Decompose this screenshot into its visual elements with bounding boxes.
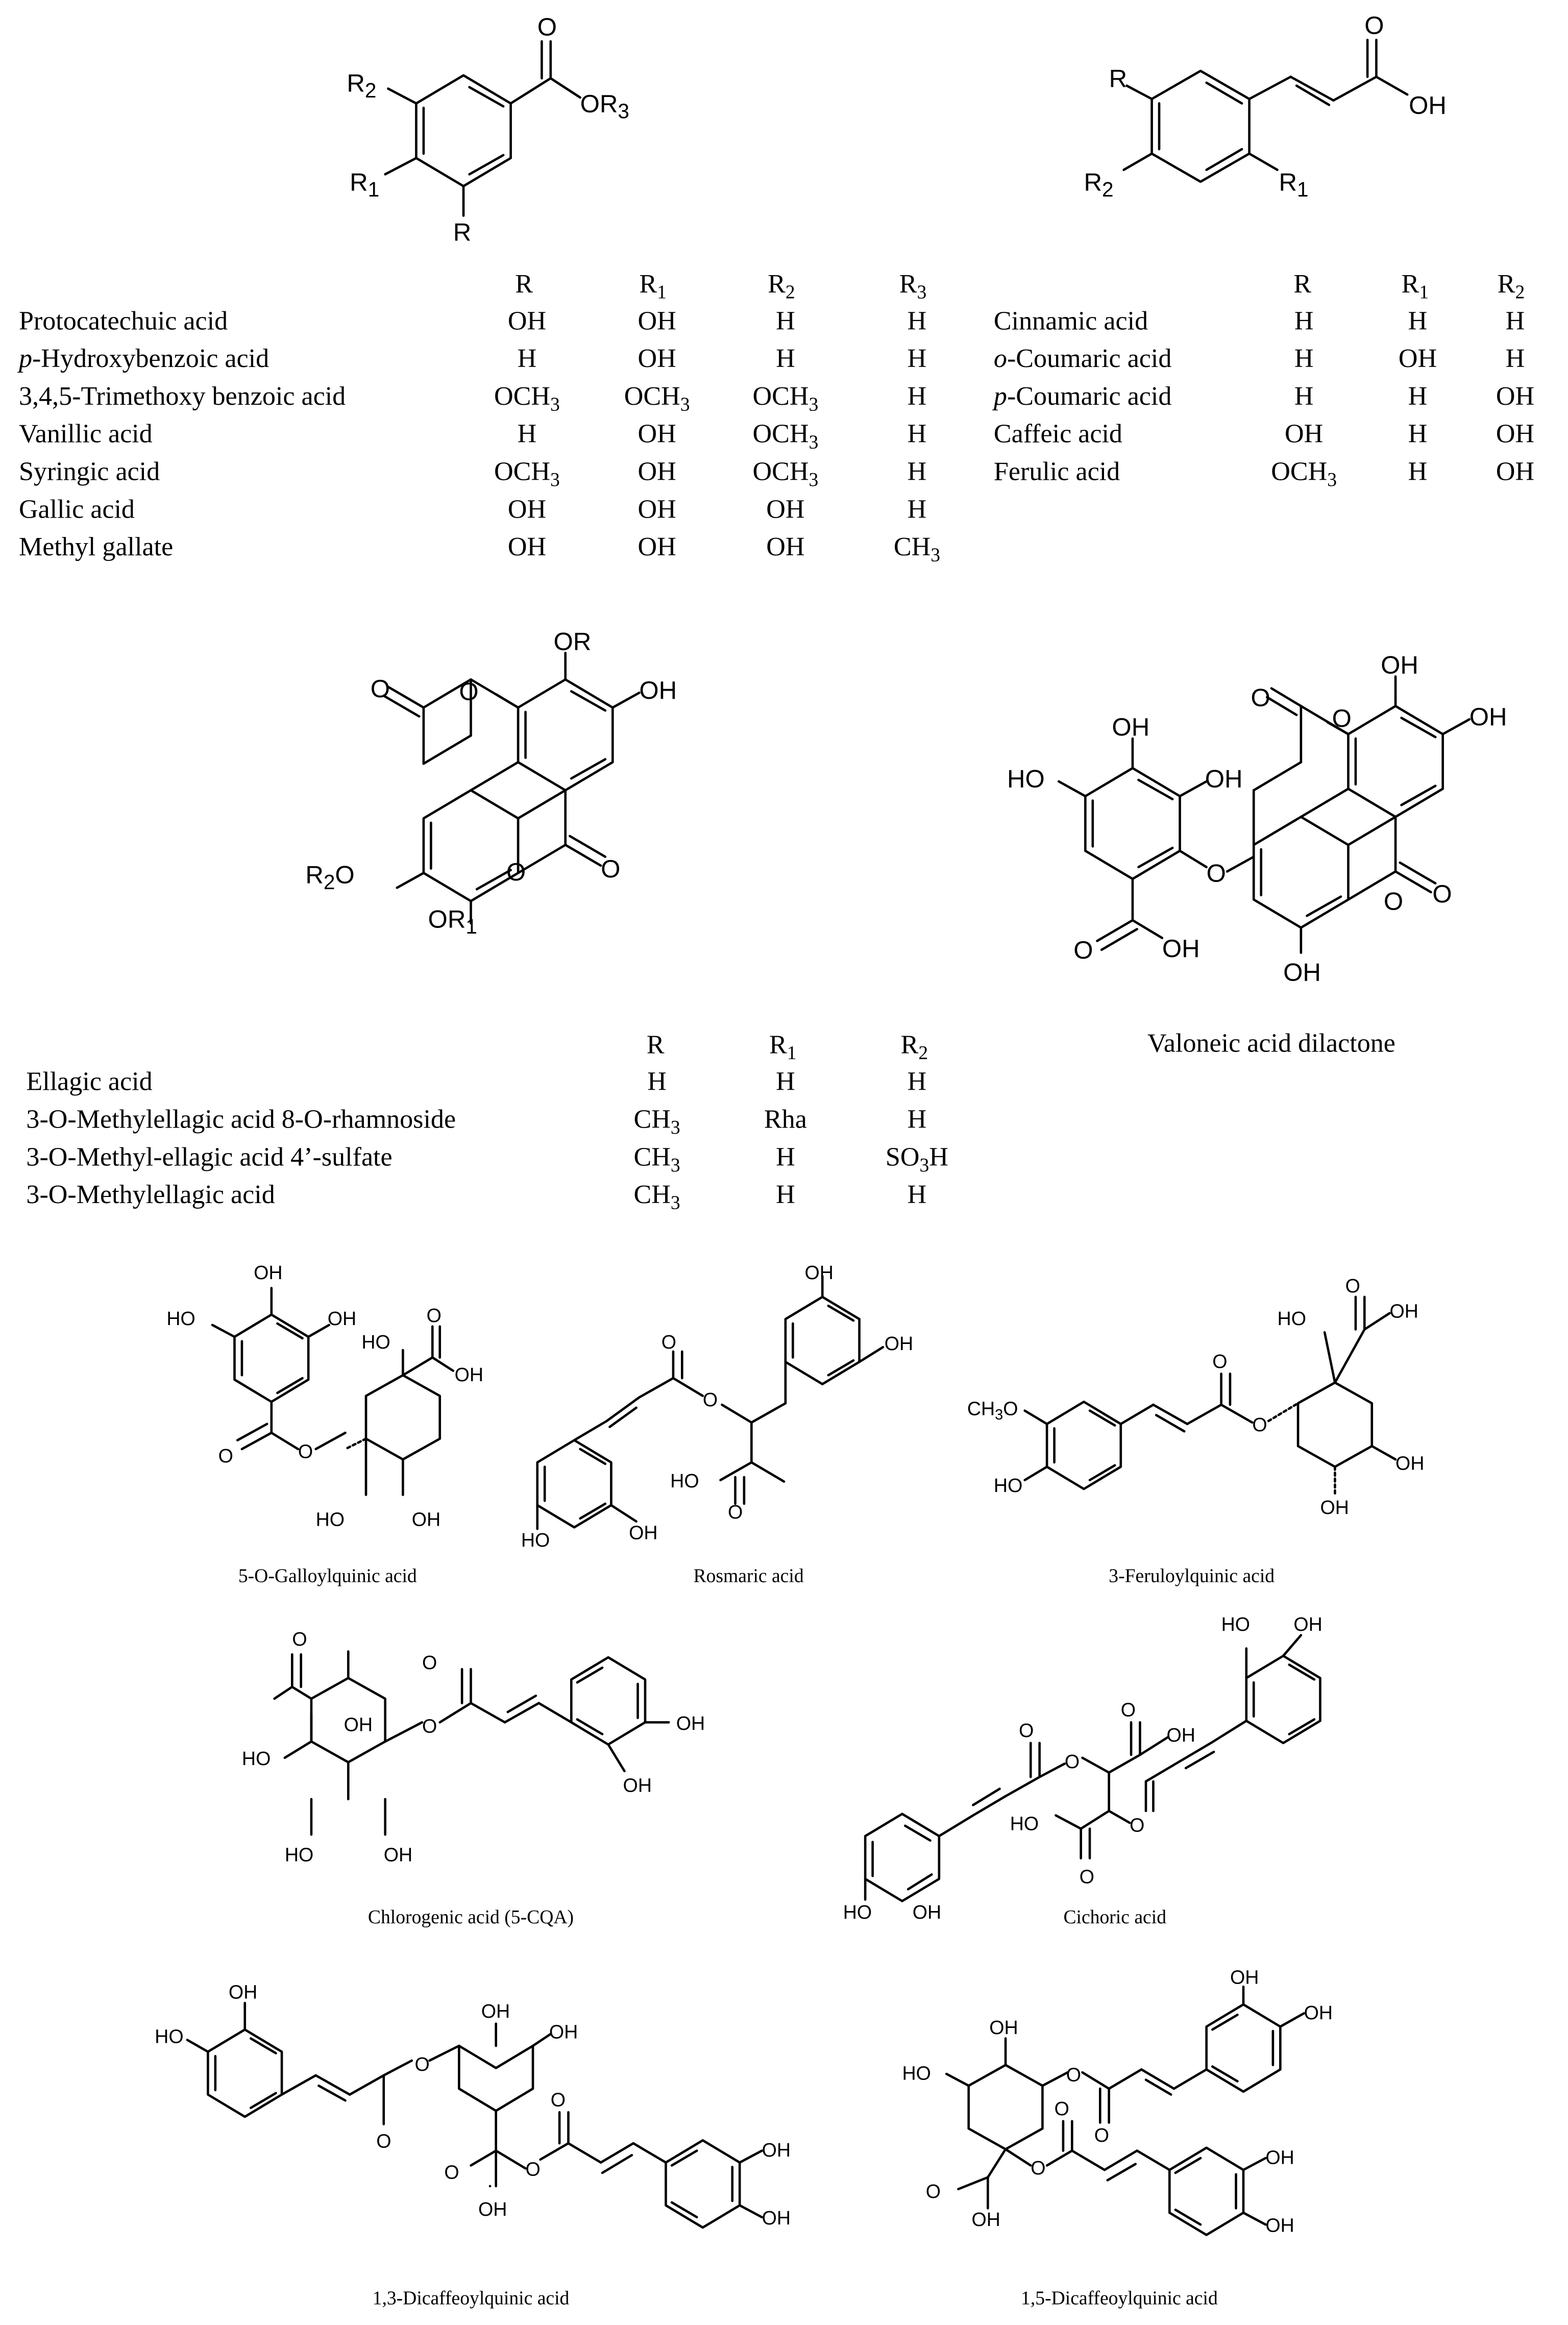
feruloylquinic-caption: 3-Feruloylquinic acid <box>1109 1565 1275 1587</box>
oh-right: OH <box>884 1333 914 1355</box>
cell-r1: Rha <box>764 1105 807 1134</box>
cell-r2: H <box>907 1180 927 1210</box>
carbonyl-o: O <box>422 1652 437 1674</box>
cinnamic-acid-structure <box>1084 12 1446 201</box>
cell-r1: H <box>776 1142 795 1172</box>
ho-quinic: HO <box>361 1331 390 1353</box>
oh-bottom-right: OH <box>383 1844 413 1866</box>
cell-r2: OH <box>766 495 805 524</box>
header-r1: $R_1$ <box>1401 269 1429 303</box>
chlorogenic-caption: Chlorogenic acid (5-CQA) <box>368 1906 574 1928</box>
carbonyl-o-label: O <box>1364 11 1384 40</box>
ring-lower-left <box>424 790 518 901</box>
valoneic-caption: Valoneic acid dilactone <box>1147 1029 1395 1058</box>
cell-r2: $SO_3H$ <box>885 1142 948 1176</box>
cell-r1: H <box>776 1067 795 1096</box>
cell-r1: H <box>776 1180 795 1210</box>
ring-gallic <box>1085 768 1180 879</box>
ho-carboxyl: HO <box>241 1748 271 1770</box>
cell-r1: OH <box>638 344 676 374</box>
cell-r: OH <box>507 495 547 524</box>
cell-r: H <box>1294 381 1314 411</box>
row-name: Gallic acid <box>18 495 135 524</box>
feruloylquinic-structure <box>967 1275 1425 1518</box>
oh-gallic-right: OH <box>1205 765 1243 793</box>
cichoric-caption: Cichoric acid <box>1063 1906 1167 1928</box>
ring <box>1047 1402 1121 1489</box>
ring-right <box>1246 1656 1320 1743</box>
carboxyl-o-top: O <box>1120 1699 1136 1721</box>
header-r: R <box>646 1030 665 1060</box>
ellagic-acid-table <box>26 1030 948 1213</box>
ester-o-left: O <box>414 2053 430 2075</box>
quinic-ring <box>459 2046 533 2111</box>
ho-quinic-bottom-left: HO <box>315 1508 345 1530</box>
header-r: R <box>515 269 533 299</box>
cell-r3: $CH_3$ <box>893 532 941 566</box>
row-name: 3-O-Methyl-ellagic acid 4’-sulfate <box>26 1142 393 1172</box>
carboxyl-oh: OH <box>1162 935 1200 963</box>
carboxyl-oh-top: OH <box>1166 1724 1195 1746</box>
ho-left: HO <box>155 2025 184 2047</box>
oh-right-1: OH <box>762 2139 791 2161</box>
ring <box>571 1657 645 1745</box>
ho-bottom-left: HO <box>521 1529 550 1551</box>
cell-r3: H <box>907 344 927 374</box>
cell-r1: H <box>1408 419 1428 449</box>
header-r1: $R_1$ <box>769 1030 797 1064</box>
ellagic-acid-structure <box>305 627 677 938</box>
cichoric-structure <box>843 1613 1322 1923</box>
cell-r1: $OCH_3$ <box>624 381 690 415</box>
row-name: 3-O-Methylellagic acid 8-O-rhamnoside <box>26 1105 456 1134</box>
ho-carboxyl-bottom: HO <box>1010 1813 1039 1834</box>
benzene-ring <box>416 76 510 186</box>
row-name: Ferulic acid <box>993 457 1120 486</box>
row-name: 3,4,5-Trimethoxy benzoic acid <box>18 381 346 411</box>
oh-top: OH <box>228 1981 258 2003</box>
carboxyl-o: O <box>925 2181 941 2202</box>
carboxyl-oh: OH <box>478 2198 507 2220</box>
benzoic-acid-table <box>17 270 940 566</box>
oh-top: OH <box>1381 651 1418 679</box>
chlorogenic-structure <box>242 1628 705 1866</box>
ring-right <box>786 1297 860 1384</box>
ho-label: HO <box>993 1474 1023 1496</box>
cell-r: $CH_3$ <box>633 1105 680 1139</box>
header-r: R <box>1293 269 1312 299</box>
row-name: Syringic acid <box>18 457 160 486</box>
carbonyl-o-label: O <box>537 13 557 41</box>
cell-r2: $OCH_3$ <box>752 457 819 491</box>
header-r1: $R_1$ <box>639 269 667 303</box>
cell-r2: OH <box>1496 457 1535 486</box>
ring-top-right <box>1207 2004 1281 2092</box>
cell-r1: OH <box>638 306 676 336</box>
methoxy-label: $CH_3O$ <box>967 1398 1018 1424</box>
benzene-ring <box>1152 71 1250 182</box>
oh-quinic-top: OH <box>989 2016 1018 2038</box>
r2o-label: $R_2O$ <box>305 861 355 894</box>
carboxyl-oh: OH <box>1389 1300 1418 1322</box>
ester-o: O <box>1252 1414 1267 1436</box>
oh-gallic-top: OH <box>1112 713 1150 742</box>
ring-o-bottom: O <box>506 858 526 886</box>
carboxyl-oh: OH <box>454 1363 484 1385</box>
cell-r2: H <box>1505 344 1525 374</box>
carbonyl-o: O <box>661 1331 677 1353</box>
rosmaric-structure <box>521 1262 913 1551</box>
cell-r: $OCH_3$ <box>1271 457 1337 491</box>
row-name: Cinnamic acid <box>993 306 1148 336</box>
cell-r1: OH <box>638 457 676 486</box>
ring-o-bottom: O <box>1383 887 1404 916</box>
ring-bottom-right <box>1169 2148 1243 2235</box>
valoneic-acid-structure <box>1007 651 1507 987</box>
dcq13-caption: 1,3-Dicaffeoylquinic acid <box>372 2287 570 2309</box>
oh-quinic-top: OH <box>481 2000 510 2022</box>
ring <box>234 1315 308 1402</box>
carboxyl-o: O <box>1345 1275 1360 1297</box>
ho-carboxyl: HO <box>670 1470 699 1492</box>
ring-o-top: O <box>459 677 479 706</box>
oh-bottom-2: OH <box>1265 2214 1294 2236</box>
carbonyl-o-left: O <box>1019 1720 1034 1742</box>
ether-o: O <box>1206 859 1226 888</box>
cell-r3: H <box>907 457 927 486</box>
row-name: p-Hydroxybenzoic acid <box>18 344 270 374</box>
oh-top-right: OH <box>1293 1613 1322 1635</box>
carboxyl-o: O <box>1073 936 1093 965</box>
cell-r1: OH <box>638 419 676 449</box>
header-r2: $R_2$ <box>1497 269 1525 303</box>
carboxyl-oh: OH <box>971 2209 1000 2231</box>
dcq15-structure <box>902 1967 1333 2236</box>
row-name: Ellagic acid <box>26 1067 153 1096</box>
ho-quinic: HO <box>1277 1307 1306 1329</box>
cell-r3: H <box>907 306 927 336</box>
oh-quinic-bottom-right: OH <box>411 1508 441 1530</box>
quinic-ring <box>1298 1383 1372 1467</box>
ester-o-right: O <box>1130 1814 1145 1836</box>
cell-r1: OH <box>638 532 676 562</box>
carbonyl-o-top: O <box>1251 683 1270 712</box>
oh-bottom-right: OH <box>629 1522 658 1544</box>
ring-upper-right <box>518 679 612 790</box>
header-r3: $R_3$ <box>899 269 927 303</box>
galloylquinic-caption: 5-O-Galloylquinic acid <box>238 1565 417 1587</box>
ring-right <box>666 2140 740 2228</box>
ester-o: O <box>702 1388 718 1410</box>
ester-o: O <box>422 1715 437 1737</box>
oh-bottom: OH <box>1320 1497 1349 1519</box>
quinic-ring <box>366 1375 440 1459</box>
ho-bottom-left: HO <box>284 1844 314 1866</box>
quinic-ring <box>969 2065 1043 2149</box>
cell-r3: H <box>907 495 927 524</box>
cell-r2: OH <box>1496 381 1535 411</box>
r-label: R <box>453 218 472 247</box>
cell-r2: $OCH_3$ <box>752 381 819 415</box>
cell-r2: OH <box>766 532 805 562</box>
carbonyl-o-bottom: O <box>1054 2098 1069 2120</box>
carbonyl-o: O <box>218 1445 233 1466</box>
oh-label: OH <box>639 676 677 704</box>
carbonyl-o-top: O <box>1094 2124 1109 2146</box>
carbonyl-o-bottom: O <box>1432 880 1452 909</box>
carbonyl-o: O <box>1212 1350 1228 1372</box>
oh-right: OH <box>1469 702 1507 731</box>
row-name: 3-O-Methylellagic acid <box>26 1180 275 1210</box>
ho-gallic-left: HO <box>1007 765 1045 793</box>
ho-top-right: HO <box>1221 1613 1251 1635</box>
oh-top-1: OH <box>1230 1966 1259 1988</box>
cell-r1: OH <box>638 495 676 524</box>
cell-r: $OCH_3$ <box>494 457 560 491</box>
oh-quinic: OH <box>344 1714 373 1735</box>
oh-top-2: OH <box>1304 2001 1333 2023</box>
cell-r: OH <box>1285 419 1324 449</box>
ring-upper <box>1348 706 1442 817</box>
oh-right: OH <box>676 1712 705 1734</box>
oh-quinic-right: OH <box>549 2021 578 2043</box>
r2-label: $R_2$ <box>347 69 377 102</box>
galloylquinic-structure <box>166 1262 483 1530</box>
ring-lower <box>1254 817 1348 927</box>
or-label: OR <box>553 627 592 656</box>
cell-r2: H <box>907 1105 927 1134</box>
r1-label: $R_1$ <box>350 168 380 201</box>
cell-r: H <box>517 419 537 449</box>
cell-r: H <box>1294 306 1314 336</box>
ho-quinic-left: HO <box>902 2062 931 2084</box>
row-name: Caffeic acid <box>993 419 1122 449</box>
cell-r: H <box>647 1067 667 1096</box>
cell-r2: H <box>776 306 795 336</box>
oh-top: OH <box>804 1262 834 1284</box>
carbonyl-o-left: O <box>376 2130 391 2152</box>
oh-right-2: OH <box>762 2207 791 2229</box>
oh-label: OH <box>1409 91 1447 119</box>
carbonyl-o-bottom: O <box>601 854 621 883</box>
cell-r: H <box>517 344 537 374</box>
ester-o-bottom: O <box>1031 2157 1046 2179</box>
rosmaric-caption: Rosmaric acid <box>693 1565 804 1587</box>
oh-top: OH <box>254 1262 283 1284</box>
cell-r2: H <box>1505 306 1525 336</box>
oh-bottom: OH <box>1283 958 1321 987</box>
cell-r3: H <box>907 419 927 449</box>
cell-r: $CH_3$ <box>633 1142 680 1176</box>
ring-o-top: O <box>1332 704 1352 732</box>
row-name: p-Coumaric acid <box>993 381 1172 411</box>
dcq15-caption: 1,5-Dicaffeoylquinic acid <box>1021 2287 1218 2309</box>
row-name: Protocatechuic acid <box>18 306 228 336</box>
cell-r: OH <box>507 532 547 562</box>
dcq13-structure <box>155 1981 791 2229</box>
oh-right: OH <box>327 1307 357 1329</box>
carboxyl-o-bottom: O <box>1079 1866 1095 1888</box>
oh-bottom: OH <box>623 1774 652 1796</box>
ester-o-left: O <box>1064 1750 1080 1772</box>
carboxyl-o: O <box>728 1501 743 1523</box>
row-name: o-Coumaric acid <box>993 344 1172 374</box>
cell-r2: OH <box>1496 419 1535 449</box>
r-label: R <box>1109 64 1128 93</box>
cell-r3: H <box>907 381 927 411</box>
or3-label: $OR_3$ <box>580 89 629 123</box>
benzoic-acid-structure <box>347 13 629 246</box>
cell-r2: H <box>907 1067 927 1096</box>
carboxyl-o: O <box>426 1305 442 1327</box>
ester-o-right: O <box>525 2158 541 2180</box>
carbonyl-o-right: O <box>550 2089 566 2111</box>
ring-left <box>537 1440 611 1528</box>
r2-label: $R_2$ <box>1084 168 1114 201</box>
cell-r1: H <box>1408 381 1428 411</box>
or1-label: $OR_1$ <box>428 905 477 938</box>
ester-o: O <box>298 1440 313 1462</box>
cell-r1: OH <box>1398 344 1437 374</box>
cell-r1: H <box>1408 306 1428 336</box>
cell-r: OH <box>507 306 547 336</box>
row-name: Methyl gallate <box>18 532 174 562</box>
ester-o-top: O <box>1066 2064 1082 2086</box>
oh-bottom-1: OH <box>1265 2146 1294 2168</box>
header-r2: $R_2$ <box>900 1030 928 1064</box>
cell-r1: H <box>1408 457 1428 486</box>
header-r2: $R_2$ <box>768 269 795 303</box>
cell-r2: $OCH_3$ <box>752 419 819 453</box>
cell-r: H <box>1294 344 1314 374</box>
cinnamic-acid-table <box>992 270 1534 491</box>
oh-right: OH <box>1395 1452 1425 1474</box>
ho-bottom-left: HO <box>843 1901 872 1923</box>
carbonyl-o-top: O <box>370 674 390 703</box>
cell-r: $OCH_3$ <box>494 381 560 415</box>
ho-left: HO <box>166 1307 195 1329</box>
ring-left <box>208 2029 282 2117</box>
carboxyl-o: O <box>292 1628 307 1650</box>
oh-bottom-left: OH <box>912 1901 942 1923</box>
cell-r: $CH_3$ <box>633 1180 680 1214</box>
carboxyl-o: O <box>444 2161 459 2183</box>
cell-r2: H <box>776 344 795 374</box>
ring-left <box>865 1814 939 1901</box>
r1-label: $R_1$ <box>1279 168 1309 201</box>
row-name: Vanillic acid <box>18 419 153 449</box>
